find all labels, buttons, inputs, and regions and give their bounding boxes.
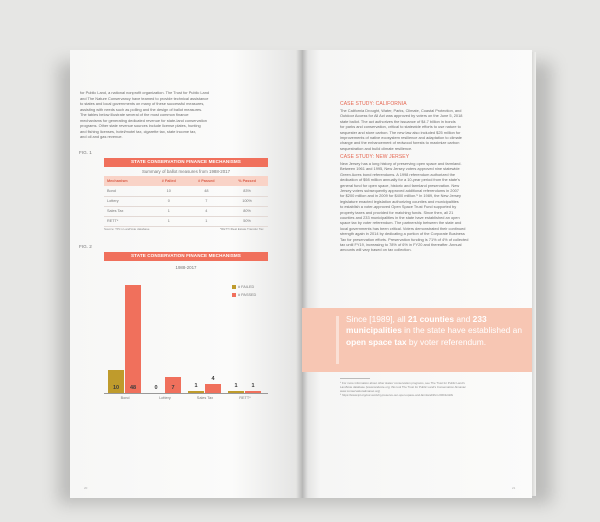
- case2-line: tax until FY19, increasing to 78% of 6% in FY20 and thereafter. Annual: [340, 242, 462, 247]
- chart-x-axis: [104, 393, 268, 394]
- bar-value-label: 7: [171, 385, 175, 391]
- callout-text-3: in the state have established an: [401, 325, 522, 336]
- cell-mechanism: RETT*: [104, 216, 151, 226]
- callout-highlight-tax: open space tax: [346, 336, 407, 347]
- table-header-row: [104, 176, 268, 186]
- cell-failed: 0: [151, 196, 187, 206]
- case1-line: for parks and conservation, critical to statewide efforts to use nature to: [340, 124, 461, 130]
- case1-heading: CASE STUDY: CALIFORNIA: [340, 101, 407, 107]
- bar-value-label: 1: [251, 382, 255, 389]
- x-tick-label: Lottery: [159, 396, 171, 400]
- case1-line: improvements of native ecosystem resilience and adaptation to climate: [340, 135, 462, 140]
- case1-line: The California Drought, Water, Parks, Climate, Coastal Protection, and: [340, 108, 462, 113]
- cell-failed: 1: [151, 206, 187, 216]
- table-row: [104, 206, 268, 216]
- fig1-subtitle: Summary of ballot measures from 1988-2017: [141, 169, 231, 174]
- case2-line: general fund for open space, historic and farmland preservation. New: [340, 182, 460, 188]
- callout-text-1: Since [1989], all: [346, 314, 408, 324]
- case1-line: Outdoor Access for All Act was approved by voters on the June 5, 2018: [340, 113, 463, 119]
- cell-percent: 83%: [226, 186, 268, 196]
- finance-table: [104, 176, 268, 227]
- cell-mechanism: Sales Tax: [104, 206, 151, 216]
- bar-value-label: 0: [154, 385, 158, 391]
- intro-line: and fishing licenses, hotel/motel tax, cigarette tax, state income tax,: [80, 128, 197, 134]
- case1-line: state ballot. The act authorizes the issuance of $4.7 billion in bonds: [340, 118, 456, 124]
- case1-line: change and the enhancement of redwood forests to maximize carbon: [340, 140, 460, 146]
- table-row: [104, 196, 268, 206]
- book-gutter: [296, 50, 308, 498]
- case2-line: to establish a voter-approved Open Space Trust Fund supported by: [340, 204, 457, 210]
- cell-mechanism: Lottery: [104, 196, 151, 206]
- bar-value-label: 10: [112, 385, 120, 391]
- legend-label-failed: # FAILED: [238, 285, 255, 289]
- footnote-line: ⁵ https://www.tpl.org/our-work/nj-preserve-our-open-space-and-farmland/#sm.0004LGRk: [340, 393, 454, 397]
- bar-value-label: 48: [129, 385, 137, 391]
- cell-failed: 10: [151, 186, 187, 196]
- bar-passed: [205, 384, 221, 393]
- case2-line: space tax by voter referendum. The partnership between the state and: [340, 220, 462, 226]
- bar-passed: [125, 285, 141, 393]
- header-failed: # Failed: [151, 176, 187, 186]
- intro-line: The tables below illustrate several of the most common finance: [80, 112, 189, 117]
- bar-value-label: 4: [211, 375, 215, 382]
- footnote-line: LandVote database (www.landvote.org; this tool The Trust for Public Land's Conservation Almanac: [340, 385, 466, 389]
- cell-passed: 1: [187, 216, 227, 226]
- page-edge: [532, 52, 536, 496]
- fig1-banner: STATE CONSERVATION FINANCE MECHANISMS: [104, 158, 268, 167]
- left-page-number: 20: [84, 486, 88, 490]
- header-percent: % Passed: [226, 176, 268, 186]
- footnote-line: ⁴ For more information about other states' conservation programs, see The Trust for Public Land's: [340, 381, 465, 385]
- case2-line: Between 1961 and 1995, New Jersey voters approved nine statewide: [340, 166, 460, 172]
- cell-passed: 7: [187, 196, 227, 206]
- bar-value-label: 1: [234, 382, 238, 389]
- cell-passed: 48: [187, 186, 227, 196]
- fig2-banner: STATE CONSERVATION FINANCE MECHANISMS: [104, 252, 268, 261]
- right-page-number: 21: [512, 486, 516, 490]
- header-mechanism: Mechanism: [104, 176, 151, 186]
- footnote-rule: [340, 378, 370, 379]
- legend-swatch-failed: [232, 285, 236, 289]
- case2-line: Jersey voters subsequently approved additional referendums in 2007: [340, 188, 459, 193]
- bar-value-label: 1: [194, 382, 198, 389]
- case2-line: counties and 233 municipalities in the state have established an open: [340, 215, 460, 220]
- callout-highlight-counties: 21 counties: [407, 314, 455, 324]
- callout-text-4: by voter referendum.: [406, 336, 487, 347]
- table-row: [104, 216, 268, 226]
- callout-accent-bar: [336, 316, 339, 364]
- case2-line: amounts will vary based on tax collection.: [340, 247, 412, 253]
- intro-line: assisting with needs such as polling and the design of ballot measures.: [80, 106, 203, 112]
- fig2-label: FIG. 2: [79, 244, 92, 249]
- case2-line: local governments has been critical. Voters demonstrated their continued: [340, 225, 466, 231]
- callout-highlight-municipalities: 233 municipalities: [346, 314, 487, 336]
- cell-passed: 4: [187, 206, 227, 216]
- table-row: [104, 186, 268, 196]
- callout-text-2: and: [454, 314, 473, 324]
- case2-line: dedication of $98 million annually for a 10-year period from the state's: [340, 177, 460, 183]
- header-passed: # Passed: [187, 176, 227, 186]
- cell-failed: 1: [151, 216, 187, 226]
- cell-percent: 50%: [226, 216, 268, 226]
- legend-swatch-passed: [232, 293, 236, 297]
- case2-line: legislature enacted legislation authorizing counties and municipalities: [340, 198, 459, 204]
- x-tick-label: Sales Tax: [196, 396, 214, 400]
- x-tick-label: RETT*: [239, 396, 251, 400]
- intro-line: mechanisms for generating dedicated revenue for state-land conservation: [80, 117, 207, 123]
- intro-line: for Public Land, a national nonprofit organization. The Trust for Public Land: [80, 90, 210, 95]
- callout-quote: [346, 314, 526, 348]
- table-footnote: *RETT=Real Estate Transfer Tax: [220, 227, 264, 231]
- cell-mechanism: Bond: [104, 186, 151, 196]
- fig1-label: FIG. 1: [79, 150, 92, 155]
- table-source: Source: TPL's LandVote database: [104, 227, 150, 231]
- case2-line: Tax for preservation efforts. Preservation funding is 71% of 4% of collected: [340, 236, 469, 242]
- cell-percent: 80%: [226, 206, 268, 216]
- x-tick-label: Bond: [120, 396, 130, 400]
- chart-title: 1988-2017: [175, 265, 197, 270]
- case1-line: sequester and store carbon. The new law also included $25 million for: [340, 129, 461, 135]
- intro-line: and The Nature Conservancy have teamed to provide technical assistance: [80, 95, 209, 101]
- case2-line: for $200 million and in 2009 for $400 million.⁵ In 1989, the New Jersey: [340, 193, 461, 199]
- case2-line: Green Acres bond referendums. A 1998 referendum authorized the: [340, 171, 456, 177]
- intro-line: to states and local governments on many of these successful measures,: [80, 101, 205, 106]
- intro-line: programs. Other state revenue sources include license plates, hunting: [80, 123, 201, 128]
- legend-label-passed: # PASSED: [238, 293, 257, 297]
- case2-line: strength again in 2014 by dedicating a portion of the Corporate Business: [340, 231, 465, 237]
- case1-line: sequestration and build climate resilience.: [340, 145, 413, 151]
- case2-line: New Jersey has a long history of preserving open space and farmland.: [340, 161, 462, 166]
- case2-heading: CASE STUDY: NEW JERSEY: [340, 154, 410, 160]
- intro-line: and oil and gas revenue.: [80, 134, 123, 139]
- case2-line: property taxes and provided for matching funds. Since then, all 21: [340, 209, 454, 215]
- cell-percent: 100%: [226, 196, 268, 206]
- footnote-line: www.conservationalmanac.org): [340, 389, 381, 393]
